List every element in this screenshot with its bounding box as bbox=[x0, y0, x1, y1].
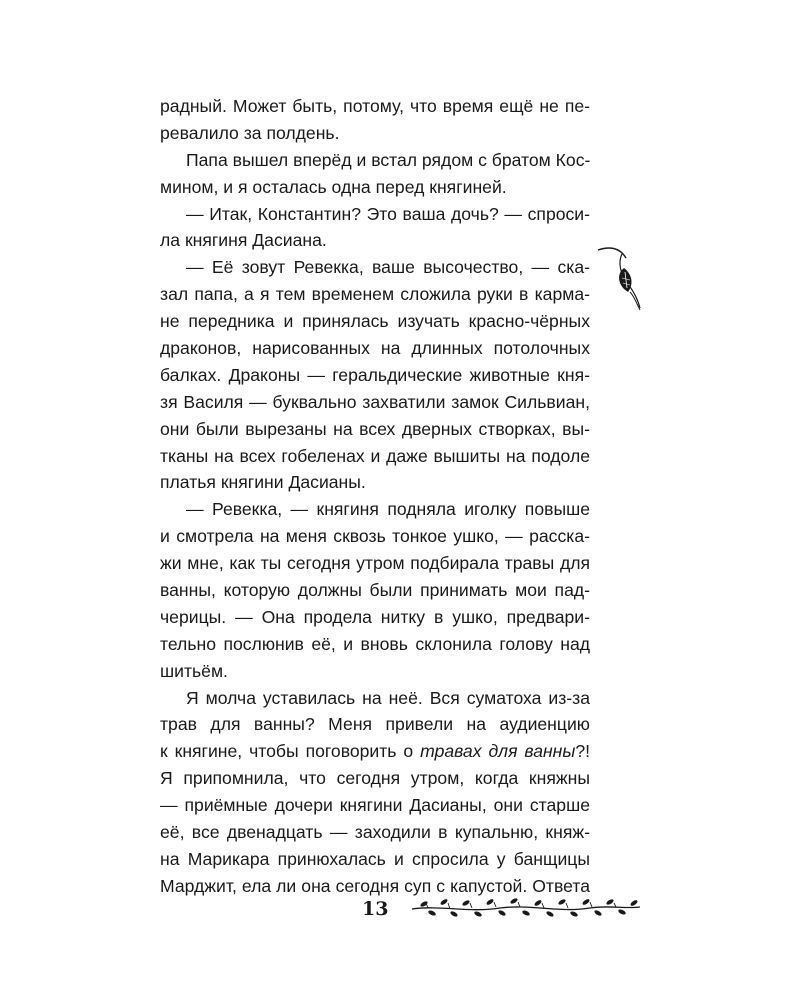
text-line: Я молча уставилась на неё. Вся суматоха из-за bbox=[186, 687, 590, 708]
text-line: — приёмные дочери княгини Дасианы, они старше bbox=[160, 795, 590, 816]
text-line: трав для ванны? Меня привели на аудиенцию bbox=[160, 714, 590, 735]
text-line: шитьём. bbox=[160, 660, 228, 681]
text-line: зал папа, а я тем временем сложила руки в карма- bbox=[160, 284, 590, 305]
text-line: балках. Драконы — геральдические животные кня- bbox=[160, 364, 590, 385]
text-line: ла княгиня Дасиана. bbox=[160, 230, 327, 251]
italic-phrase: травах для ванны bbox=[420, 741, 576, 762]
text-line: черицы. — Она продела нитку в ушко, предвари- bbox=[160, 606, 590, 627]
text-line: платья княгини Дасианы. bbox=[160, 472, 366, 493]
text-line: не передника и принялась изучать красно-чёрных bbox=[160, 311, 590, 332]
text-line: Папа вышел вперёд и встал рядом с братом Кос- bbox=[186, 149, 591, 170]
text-line: они были вырезаны на всех дверных створках, вы- bbox=[160, 418, 590, 439]
sprig-ornament-icon bbox=[596, 244, 646, 314]
body-text bbox=[160, 93, 590, 900]
text-line: радный. Может быть, потому, что время ещё не пе- bbox=[160, 96, 590, 116]
text-line: мином, и я осталась одна перед княгиней. bbox=[160, 176, 507, 197]
text-line: — Итак, Константин? Это ваша дочь? — спроси- bbox=[186, 203, 590, 224]
text-line: жи мне, как ты сегодня утром подбирала травы для bbox=[160, 553, 590, 574]
text-line: ванны, которую должны были принимать мои пад- bbox=[160, 580, 590, 601]
text-line: драконов, нарисованных на длинных потолочных bbox=[160, 338, 590, 359]
text-line: зя Василя — буквально захватили замок Сильвиан, bbox=[160, 391, 590, 412]
text-line: тельно послюнив её, и вновь склонила голову над bbox=[160, 633, 590, 654]
text-line: и смотрела на меня сквозь тонкое ушко, — расска- bbox=[160, 526, 590, 547]
text-line: — Ревекка, — княгиня подняла иголку повыше bbox=[186, 499, 590, 520]
text-line: Я припомнила, что сегодня утром, когда княжны bbox=[160, 768, 590, 789]
text-line: — Её зовут Ревекка, ваше высочество, — ска- bbox=[186, 257, 590, 278]
text-line: Марджит, ела ли она сегодня суп с капустой. Ответа bbox=[160, 875, 590, 896]
page-number: 13 bbox=[362, 898, 389, 920]
text-line: ревалило за полдень. bbox=[160, 122, 340, 143]
text-line: её, все двенадцать — заходили в купальню, княж- bbox=[160, 822, 590, 843]
text-line: тканы на всех гобеленах и даже вышиты на подоле bbox=[160, 445, 590, 466]
text-segment: к княгине, чтобы поговорить о bbox=[160, 741, 421, 762]
vine-ornament-icon bbox=[410, 895, 642, 921]
text-line: на Марикара принюхалась и спросила у банщицы bbox=[160, 848, 590, 869]
text-line bbox=[160, 738, 590, 765]
text-segment: ?! bbox=[575, 741, 590, 762]
